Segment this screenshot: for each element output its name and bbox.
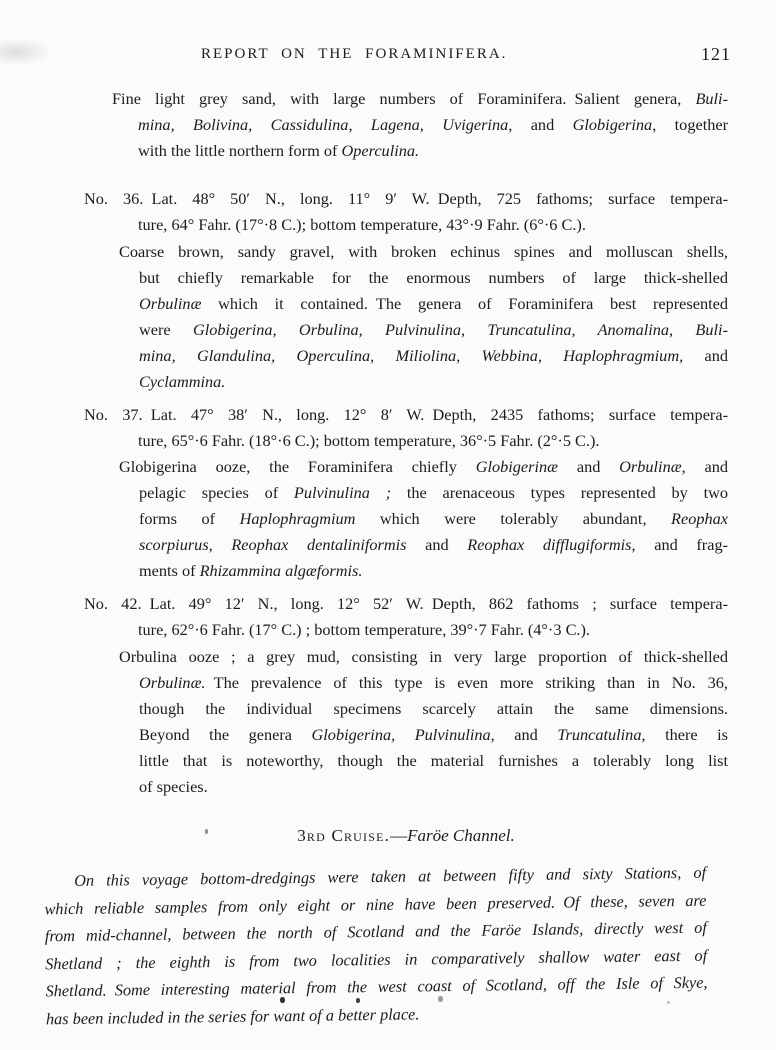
text-line: No. 37. Lat. 47° 38′ N., long. 12° 8′ W. Depth, 2435 fathoms; surface tempera- <box>84 405 728 424</box>
station-37-header <box>84 402 728 454</box>
text-line: ture, 65°·6 Fahr. (18°·6 C.); bottom temperature, 36°·5 Fahr. (2°·5 C.). <box>138 431 600 450</box>
text-line: Beyond the genera Globigerina, Pulvinulina, and Truncatulina, there is <box>139 725 728 744</box>
station-36-description <box>84 239 728 395</box>
text-line: Fine light grey sand, with large numbers of Foraminifera. Salient genera, Buli- <box>112 89 728 108</box>
cruise-heading <box>84 823 728 849</box>
text-line: Shetland ; the eighth is from two localities in comparatively shallow water east of <box>45 945 708 973</box>
text-line: Orbulina ooze ; a grey mud, consisting in very large proportion of thick-shelled <box>119 647 728 666</box>
text-line: 3rd Cruise.—Faröe Channel. <box>297 826 515 845</box>
text-line: were Globigerina, Orbulina, Pulvinulina, Truncatulina, Anomalina, Buli- <box>139 320 728 339</box>
page-title: REPORT ON THE FORAMINIFERA. <box>201 46 508 62</box>
station-42-description <box>84 644 728 800</box>
text-line: ture, 64° Fahr. (17°·8 C.); bottom temperature, 43°·9 Fahr. (6°·6 C.). <box>138 215 586 234</box>
text-line: little that is noteworthy, though the material furnishes a tolerably long list <box>139 751 728 770</box>
text-line: forms of Haplophragmium which were tolerably abundant, Reophax <box>139 509 729 528</box>
running-head <box>0 46 776 70</box>
text-line: of species. <box>139 777 208 796</box>
text-line: mina, Glandulina, Operculina, Miliolina, Webbina, Haplophragmium, and <box>139 346 728 365</box>
text-line: No. 42. Lat. 49° 12′ N., long. 12° 52′ W. Depth, 862 fathoms ; surface tempera- <box>84 594 728 613</box>
text-line: Cyclammina. <box>139 372 226 391</box>
text-line: Coarse brown, sandy gravel, with broken echinus spines and molluscan shells, <box>119 242 728 261</box>
text-line: Orbulinæ which it contained. The genera of Foraminifera best represented <box>139 294 728 313</box>
text-line: scorpiurus, Reophax dentaliniformis and Reophax difflugiformis, and frag- <box>139 535 729 554</box>
station-36-header <box>84 186 728 238</box>
text-line: which reliable samples from only eight or nine have been preserved. Of these, seven are <box>44 890 707 918</box>
text-line: ments of Rhizammina algæformis. <box>139 561 363 580</box>
text-line: Globigerina ooze, the Foraminifera chiefly Globigerinæ and Orbulinæ, and <box>119 457 728 476</box>
text-line: though the individual specimens scarcely attain the same dimensions. <box>139 699 728 718</box>
text-line: from mid-channel, between the north of Scotland and the Faröe Islands, directly west of <box>44 917 707 946</box>
text-line: pelagic species of Pulvinulina ; the arenaceous types represented by two <box>139 483 729 502</box>
text-line: but chiefly remarkable for the enormous numbers of large thick-shelled <box>139 268 728 287</box>
text-line: Orbulinæ. The prevalence of this type is even more striking than in No. 36, <box>139 673 728 692</box>
entry-continuation-paragraph <box>84 86 728 164</box>
text-line: ture, 62°·6 Fahr. (17° C.) ; bottom temperature, 39°·7 Fahr. (4°·3 C.). <box>138 620 590 639</box>
text-line: mina, Bolivina, Cassidulina, Lagena, Uvigerina, and Globigerina, together <box>138 115 729 134</box>
station-42-header <box>84 591 728 643</box>
station-37-description <box>84 454 728 584</box>
text-line: No. 36. Lat. 48° 50′ N., long. 11° 9′ W. Depth, 725 fathoms; surface tempera- <box>84 189 728 208</box>
text-line: On this voyage bottom-dredgings were taken at between fifty and sixty Stations, of <box>73 862 707 890</box>
text-line: Shetland. Some interesting material from the west coast of Scotland, off the Isle of Skye, <box>45 972 708 1001</box>
text-line: has been included in the series for want of a better place. <box>45 1003 420 1028</box>
text-line: with the little northern form of Operculina. <box>138 141 420 160</box>
page-number: 121 <box>701 44 731 64</box>
cruise-summary-paragraph <box>44 859 708 1033</box>
